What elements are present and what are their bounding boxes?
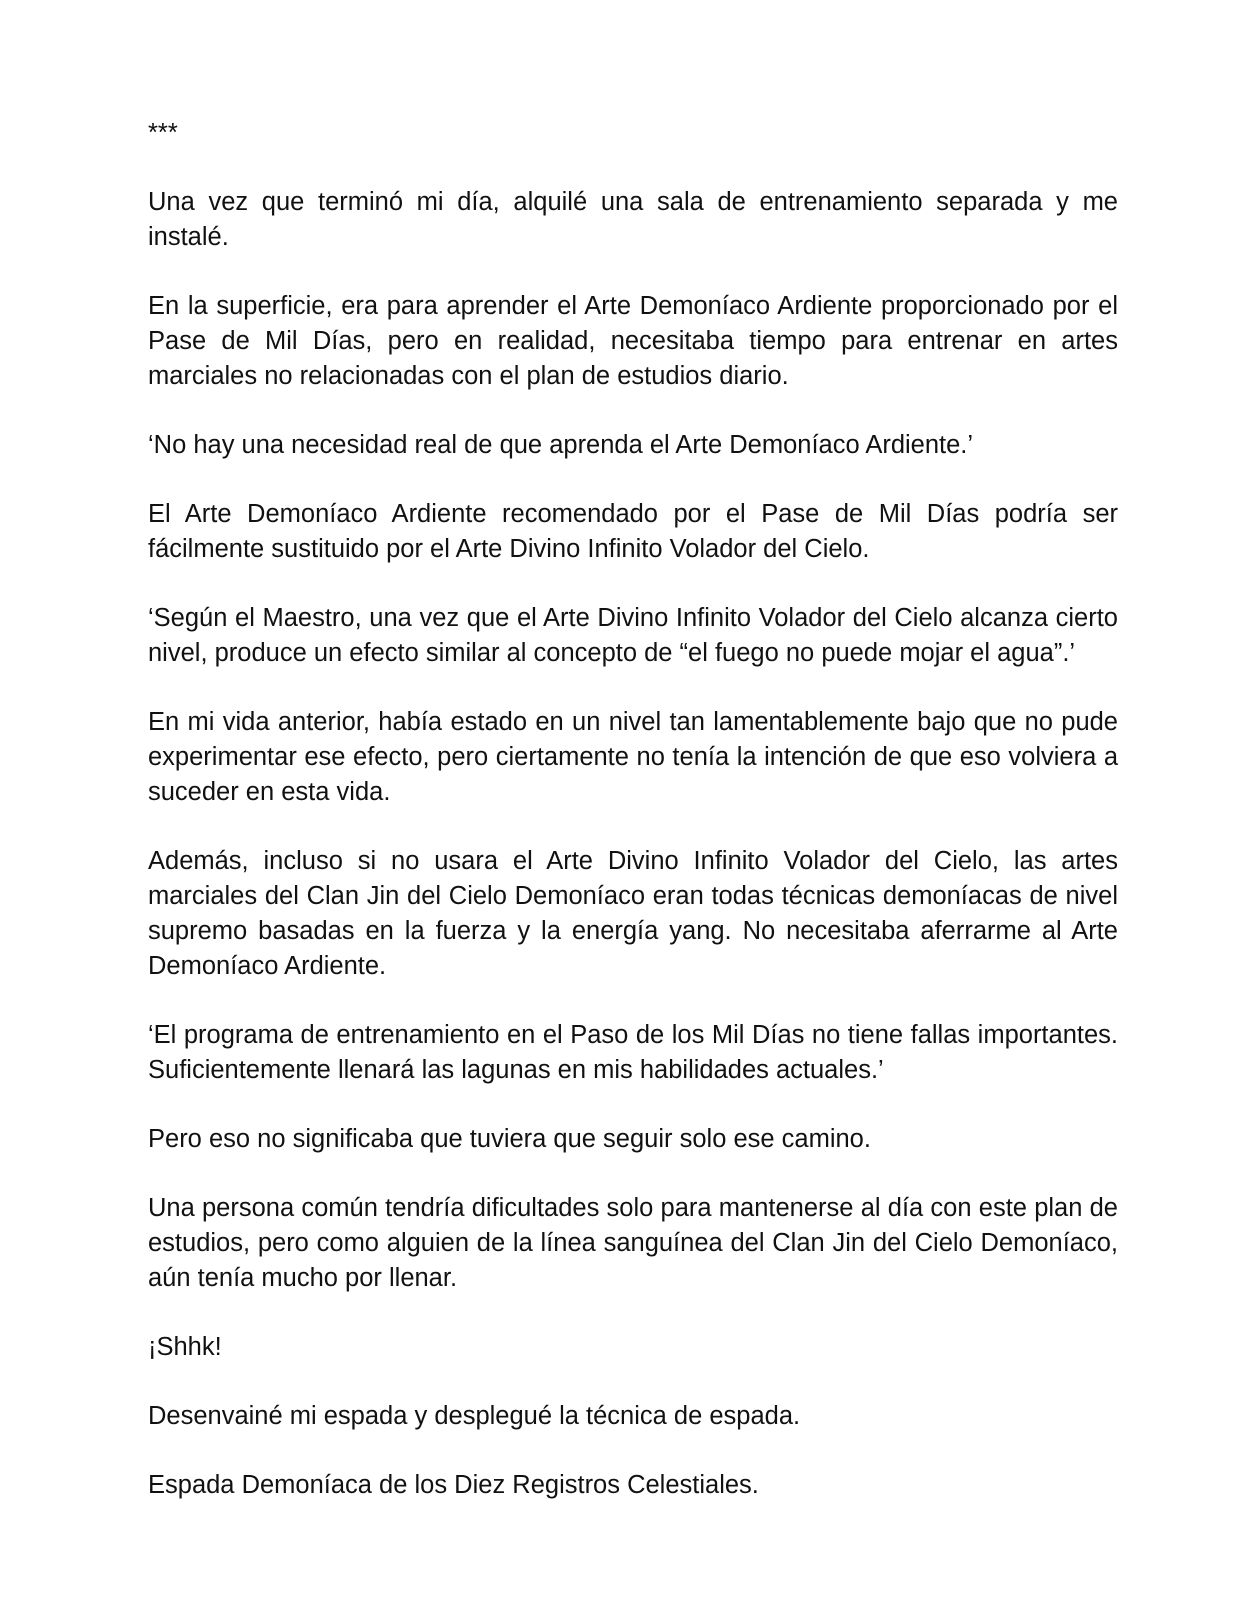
- paragraph: Pero eso no significaba que tuviera que seguir solo ese camino.: [148, 1125, 871, 1153]
- paragraph: En la superficie, era para aprender el Arte Demoníaco Ardiente proporcionado por el Pase de Mil Días, pero en realidad, necesitaba tiempo para entrenar en artes marciales no relacionadas con el plan de estudios diario.: [148, 292, 1118, 390]
- paragraph: ‘El programa de entrenamiento en el Paso de los Mil Días no tiene fallas importantes. Suficientemente llenará las lagunas en mis habilidades actuales.’: [148, 1021, 1118, 1084]
- paragraph: El Arte Demoníaco Ardiente recomendado por el Pase de Mil Días podría ser fácilmente sustituido por el Arte Divino Infinito Volador del Cielo.: [148, 500, 1118, 563]
- paragraph: ‘Según el Maestro, una vez que el Arte Divino Infinito Volador del Cielo alcanza cierto nivel, produce un efecto similar al concepto de “el fuego no puede mojar el agua”.’: [148, 604, 1118, 667]
- document-body: [148, 116, 1118, 1503]
- paragraph: Espada Demoníaca de los Diez Registros Celestiales.: [148, 1471, 759, 1499]
- paragraph: Desenvainé mi espada y desplegué la técnica de espada.: [148, 1402, 801, 1430]
- paragraph: Además, incluso si no usara el Arte Divino Infinito Volador del Cielo, las artes marciales del Clan Jin del Cielo Demoníaco eran todas técnicas demoníacas de nivel supremo basadas en la fuerza y la energía yang. No necesitaba aferrarme al Arte Demoníaco Ardiente.: [148, 847, 1118, 980]
- paragraph: ‘No hay una necesidad real de que aprenda el Arte Demoníaco Ardiente.’: [148, 431, 974, 459]
- paragraph: En mi vida anterior, había estado en un nivel tan lamentablemente bajo que no pude experimentar ese efecto, pero ciertamente no tenía la intención de que eso volviera a suceder en esta vida.: [148, 708, 1118, 806]
- paragraph: Una vez que terminó mi día, alquilé una sala de entrenamiento separada y me instalé.: [148, 188, 1118, 251]
- paragraph: Una persona común tendría dificultades solo para mantenerse al día con este plan de estudios, pero como alguien de la línea sanguínea del Clan Jin del Cielo Demoníaco, aún tenía mucho por llenar.: [148, 1194, 1118, 1292]
- paragraph: ¡Shhk!: [148, 1333, 222, 1361]
- scene-break: ***: [148, 119, 178, 147]
